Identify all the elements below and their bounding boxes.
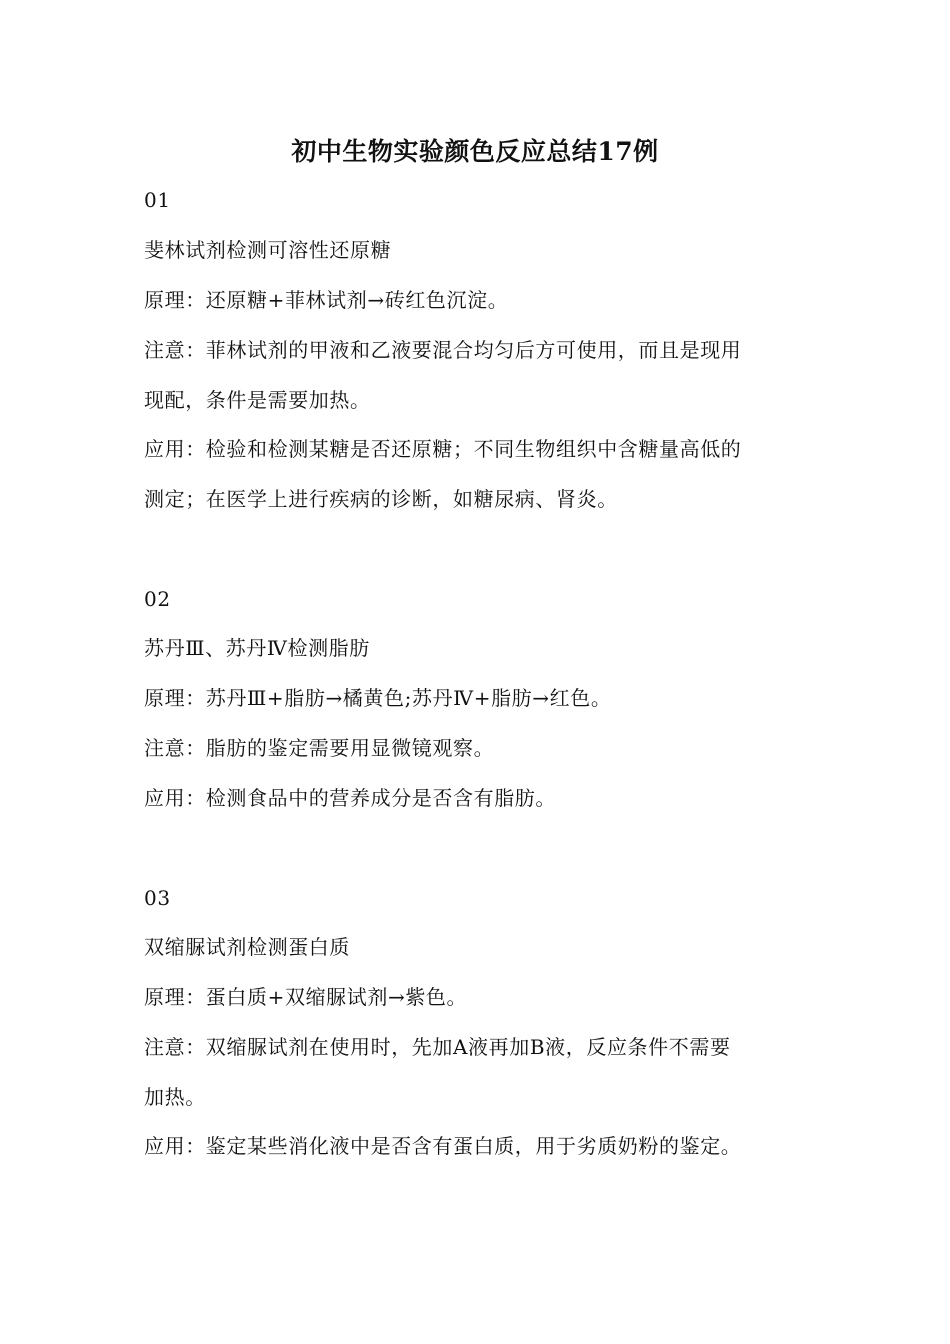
application-text: 应用：检验和检测某糖是否还原糖；不同生物组织中含糖量高低的 [144,437,742,461]
notice-text-continued: 现配，条件是需要加热。 [144,388,371,412]
section-heading: 双缩脲试剂检测蛋白质 [144,935,350,959]
notice-text-continued: 加热。 [144,1085,206,1109]
notice-text: 注意：双缩脲试剂在使用时，先加A液再加B液，反应条件不需要 [144,1035,731,1059]
application-text: 应用：鉴定某些消化液中是否含有蛋白质，用于劣质奶粉的鉴定。 [144,1134,742,1158]
notice-text: 注意：脂肪的鉴定需要用显微镜观察。 [144,736,495,760]
section-heading: 斐林试剂检测可溶性还原糖 [144,238,392,262]
application-text: 应用：检测食品中的营养成分是否含有脂肪。 [144,786,556,810]
principle-text: 原理：苏丹Ⅲ+脂肪→橘黄色;苏丹Ⅳ+脂肪→红色。 [144,686,612,710]
section-number: 03 [144,886,171,910]
application-text-continued: 测定；在医学上进行疾病的诊断，如糖尿病、肾炎。 [144,487,618,511]
section-heading: 苏丹Ⅲ、苏丹Ⅳ检测脂肪 [144,636,370,660]
principle-text: 原理：还原糖+菲林试剂→砖红色沉淀。 [144,288,509,312]
page-title: 初中生物实验颜色反应总结17例 [291,137,659,166]
principle-text: 原理：蛋白质+双缩脲试剂→紫色。 [144,985,468,1009]
section-number: 01 [144,188,171,212]
notice-text: 注意：菲林试剂的甲液和乙液要混合均匀后方可使用，而且是现用 [144,338,742,362]
section-number: 02 [144,587,171,611]
